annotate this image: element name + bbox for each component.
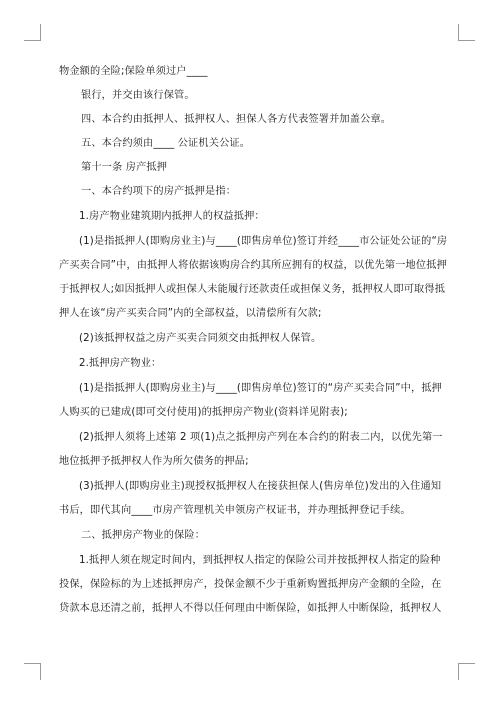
text-line: 地位抵押予抵押权人作为所欠债务的押品; xyxy=(59,456,249,467)
text-line: 五、本合约须由____ 公证机关公证。 xyxy=(81,138,251,149)
text-line: 1.抵押人须在规定时间内，到抵押权人指定的保险公司并按抵押权人指定的险种 xyxy=(79,555,441,566)
text-line: 2.抵押房产物业： xyxy=(79,358,162,369)
text-line: (3)抵押人(即购房业主)现授权抵押权人在接获担保人(售房单位)发出的入住通知 xyxy=(79,481,442,492)
text-line: 物金额的全险;保险单须过户____ xyxy=(59,66,208,77)
text-line: 产买卖合同”中，由抵押人将依据该购房合约其所应拥有的权益，以优先第一地位抵押 xyxy=(59,260,447,271)
crop-mark-bottom-right xyxy=(458,663,475,680)
text-line: 押人在该“房产买卖合同”内的全部权益，以清偿所有欠款; xyxy=(59,308,322,319)
text-line: 人购买的已建成(即可交付使用)的抵押房产物业(资料详见附表); xyxy=(59,407,348,418)
text-line: (1)是指抵押人(即购房业主)与____(即售房单位)签订并经____市公证处公证的“房 xyxy=(79,236,447,247)
crop-mark-top-left xyxy=(24,24,41,41)
text-line: (2)该抵押权益之房产买卖合同须交由抵押权人保管。 xyxy=(79,333,322,344)
text-line: 投保，保险标的为上述抵押房产，投保金额不少于重新购置抵押房产金额的全险，在 xyxy=(59,579,442,590)
text-line: 一、本合约项下的房产抵押是指： xyxy=(81,186,237,197)
text-line: 贷款本息还清之前，抵押人不得以任何理由中断保险，如抵押人中断保险，抵押权人 xyxy=(59,603,442,614)
text-line: 四、本合约由抵押人、抵押权人、担保人各方代表签署并加盖公章。 xyxy=(81,114,392,125)
text-line: (2)抵押人须将上述第 2 项(1)点之抵押房产列在本合约的附表二内，以优先第一 xyxy=(79,432,443,443)
text-line: 书后，即代其向____市房产管理机关申领房产权证书，并办理抵押登记手续。 xyxy=(59,505,411,516)
text-line: 1.房产物业建筑期内抵押人的权益抵押： xyxy=(79,211,265,222)
crop-mark-bottom-left xyxy=(24,663,41,680)
text-line: 于抵押权人;如因抵押人或担保人未能履行还款责任或担保义务，抵押权人即可取得抵 xyxy=(59,284,446,295)
text-line: 银行，并交由该行保管。 xyxy=(81,90,195,101)
text-line: (1)是指抵押人(即购房业主)与____(即售房单位)签订的“房产买卖合同”中，抵押 xyxy=(79,383,442,394)
text-line: 二、抵押房产物业的保险： xyxy=(81,530,206,541)
document-body xyxy=(59,65,447,616)
section-heading: 第十一条 房产抵押 xyxy=(81,162,168,173)
crop-mark-top-right xyxy=(458,24,475,41)
